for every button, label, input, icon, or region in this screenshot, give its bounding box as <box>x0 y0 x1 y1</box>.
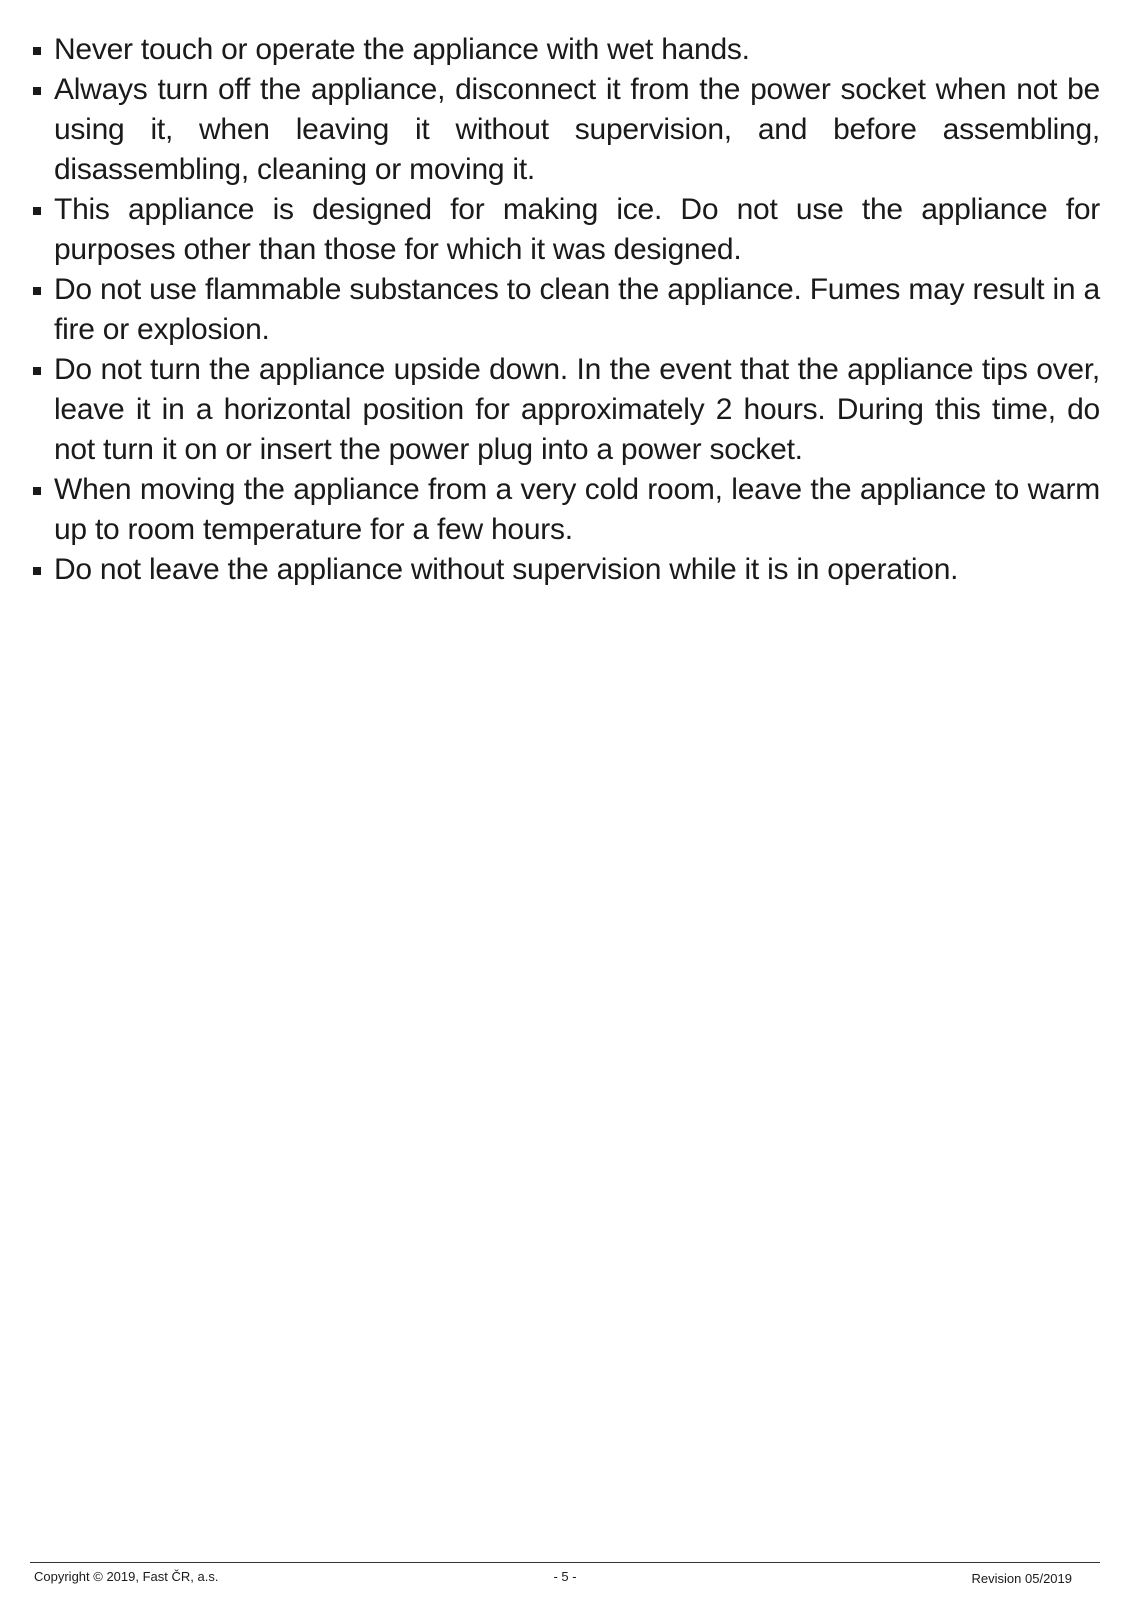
list-item-text: Do not leave the appliance without supervision while it is in operation. <box>54 553 959 586</box>
square-bullet-icon <box>33 87 41 95</box>
list-item-text: Do not turn the appliance upside down. In the event that the appliance tips over, leave it in a horizontal position for approximately 2 hours. During this time, do not turn it on or insert the power plug into a power socket. <box>54 353 1100 466</box>
square-bullet-icon <box>33 567 41 575</box>
safety-instructions-list <box>30 30 1100 590</box>
list-item <box>30 550 1100 590</box>
list-item-text: Always turn off the appliance, disconnect it from the power socket when not be using it, when leaving it without supervision, and before assembling, disassembling, cleaning or moving it. <box>54 73 1100 186</box>
list-item-text: When moving the appliance from a very cold room, leave the appliance to warm up to room temperature for a few hours. <box>54 473 1100 546</box>
list-item <box>30 350 1100 470</box>
list-item <box>30 190 1100 270</box>
list-item <box>30 270 1100 350</box>
list-item <box>30 30 1100 70</box>
square-bullet-icon <box>33 287 41 295</box>
footer-copyright: Copyright © 2019, Fast ČR, a.s. <box>34 1569 219 1584</box>
square-bullet-icon <box>33 367 41 375</box>
list-item <box>30 470 1100 550</box>
square-bullet-icon <box>33 487 41 495</box>
page-footer <box>30 1562 1100 1593</box>
list-item <box>30 70 1100 190</box>
square-bullet-icon <box>33 207 41 215</box>
list-item-text: Do not use flammable substances to clean the appliance. Fumes may result in a fire or explosion. <box>54 273 1100 346</box>
page-content <box>30 30 1100 590</box>
list-item-text: Never touch or operate the appliance with wet hands. <box>54 33 750 66</box>
list-item-text: This appliance is designed for making ice. Do not use the appliance for purposes other than those for which it was designed. <box>54 193 1100 266</box>
footer-revision: Revision 05/2019 <box>971 1571 1072 1586</box>
square-bullet-icon <box>33 47 41 55</box>
footer-page-number: - 5 - <box>553 1569 577 1584</box>
